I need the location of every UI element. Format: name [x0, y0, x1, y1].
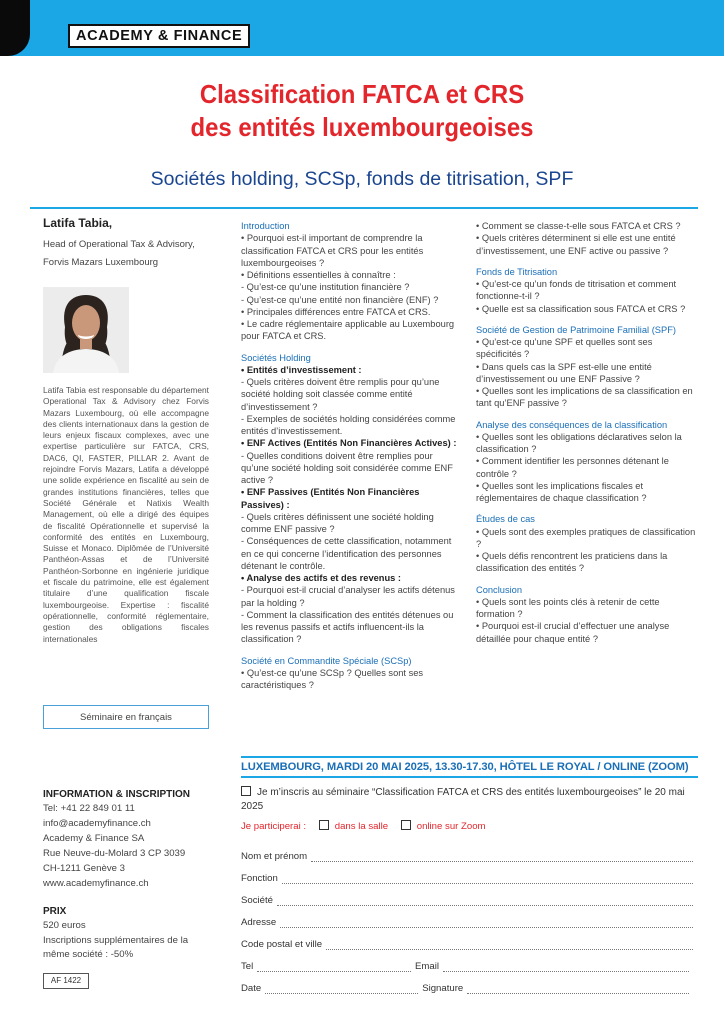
intro-item: • Principales différences entre FATCA et CRS. — [241, 306, 431, 317]
titrisation-item: • Qu’est-ce qu’un fonds de titrisation et comment fonctionne-t-il ? — [476, 279, 677, 302]
info-company: Academy & Finance SA — [43, 833, 145, 844]
price-value: 520 euros — [43, 920, 86, 931]
analyse-item: • Quelles sont les obligations déclaratives selon la classification ? — [476, 431, 682, 454]
holding-item: - Exemples de sociétés holding considérées comme entités d’investissement. — [241, 413, 456, 436]
speaker-name: Latifa Tabia, — [43, 216, 113, 230]
holding-item: - Conséquences de cette classification, notamment en ce qui concerne l’identification des personnes détenant le contrôle. — [241, 536, 452, 571]
function-field[interactable] — [241, 873, 693, 884]
seminar-language-label: Séminaire en français — [80, 711, 172, 723]
date-signature-fields[interactable] — [241, 983, 693, 994]
title-line-1: Classification FATCA et CRS — [199, 79, 525, 109]
program-column-1 — [241, 220, 463, 691]
holding-subheading: • ENF Actives (Entités Non Financières Actives) : — [241, 438, 457, 449]
intro-item: • Le cadre réglementaire applicable au Luxembourg pour FATCA et CRS. — [241, 319, 455, 342]
info-city: CH-1211 Genève 3 — [43, 863, 125, 874]
holding-item: - Quels critères doivent être remplis pour qu’une société holding soit classée comme entité d’investissement ? — [241, 377, 440, 412]
divider — [241, 776, 698, 778]
analyse-item: • Quelles sont les implications fiscales et réglementaires de chaque classification ? — [476, 480, 647, 503]
postal-field[interactable] — [241, 939, 693, 950]
seminar-language-badge — [43, 705, 209, 729]
postal-label: Code postal et ville — [241, 939, 323, 950]
tel-email-fields[interactable] — [241, 961, 693, 972]
participation-options — [241, 820, 486, 832]
conclusion-item: • Quels sont les points clés à retenir de cette formation ? — [476, 596, 660, 619]
intro-item: - Qu’est-ce qu’une entité non financière (ENF) ? — [241, 294, 439, 305]
price-heading: PRIX — [43, 906, 67, 917]
scsp-item: • Qu’est-ce qu’une SCSp ? Quelles sont ses caractéristiques ? — [241, 667, 424, 690]
company-label: Société — [241, 895, 273, 906]
signature-label: Signature — [422, 983, 464, 994]
info-tel: Tel: +41 22 849 01 11 — [43, 803, 135, 814]
title-line-2: des entités luxembourgeoises — [190, 112, 534, 142]
room-checkbox[interactable] — [319, 820, 329, 830]
date-label: Date — [241, 983, 262, 994]
section-heading-analyse: Analyse des conséquences de la classification — [476, 419, 668, 430]
room-option-label: dans la salle — [334, 821, 389, 832]
program-column-2 — [476, 220, 698, 645]
speaker-company: Forvis Mazars Luxembourg — [43, 257, 159, 268]
section-heading-titrisation: Fonds de Titrisation — [476, 266, 558, 277]
cas-item: • Quels sont des exemples pratiques de classification ? — [476, 526, 696, 549]
register-checkbox[interactable] — [241, 786, 251, 796]
spf-item: • Quelles sont les implications de sa classification en tant qu’ENF passive ? — [476, 386, 693, 409]
online-checkbox[interactable] — [401, 820, 411, 830]
speaker-photo — [43, 287, 129, 373]
section-heading-holding: Sociétés Holding — [241, 352, 311, 363]
section-heading-scsp: Société en Commandite Spéciale (SCSp) — [241, 655, 412, 666]
titrisation-item: • Quelle est sa classification sous FATCA et CRS ? — [476, 303, 686, 314]
spf-item: • Dans quels cas la SPF est-elle une entité d’investissement ou une ENF Passive ? — [476, 361, 652, 384]
participate-label: Je participerai : — [241, 821, 307, 832]
holding-item: - Comment la classification des entités détenues ou les revenus passifs et actifs influencent-ils la classification ? — [241, 609, 454, 645]
price-extra: même société : -50% — [43, 949, 134, 960]
section-heading-spf: Société de Gestion de Patrimoine Familial (SPF) — [476, 324, 676, 335]
speaker-role: Head of Operational Tax & Advisory, — [43, 239, 195, 250]
scsp-item: • Comment se classe-t-elle sous FATCA et CRS ? — [476, 221, 681, 231]
info-heading: INFORMATION & INSCRIPTION — [43, 789, 191, 800]
holding-item: - Quelles conditions doivent être remplies pour qu’une société holding soit considérée comme ENF active ? — [241, 450, 453, 485]
company-field[interactable] — [241, 895, 693, 906]
section-heading-cas: Études de cas — [476, 514, 535, 525]
reference-code: AF 1422 — [43, 973, 89, 989]
brand-logo: ACADEMY & FINANCE — [68, 24, 250, 48]
section-heading-introduction: Introduction — [241, 221, 290, 231]
register-option[interactable] — [241, 786, 698, 814]
holding-item: - Pourquoi est-il crucial d’analyser les actifs détenus par la holding ? — [241, 585, 455, 608]
event-details: LUXEMBOURG, MARDI 20 MAI 2025, 13.30-17.30, HÔTEL LE ROYAL / ONLINE (ZOOM) — [241, 761, 689, 773]
holding-item: - Quels critères définissent une société holding comme ENF passive ? — [241, 511, 434, 534]
address-field[interactable] — [241, 917, 693, 928]
price-extra: Inscriptions supplémentaires de la — [43, 935, 189, 946]
spf-item: • Qu’est-ce qu’une SPF et quelles sont ses spécificités ? — [476, 337, 653, 360]
holding-subheading: • Entités d’investissement : — [241, 364, 362, 375]
intro-item: • Définitions essentielles à connaître : — [241, 270, 396, 280]
name-field[interactable] — [241, 851, 693, 862]
page-subtitle: Sociétés holding, SCSp, fonds de titrisation, SPF — [150, 168, 574, 190]
analyse-item: • Comment identifier les personnes détenant le contrôle ? — [476, 456, 669, 479]
register-label: Je m’inscris au séminaire “Classification FATCA et CRS des entités luxembourgeoises” le 20 mai 2025 — [241, 787, 685, 812]
divider — [30, 207, 698, 209]
scsp-item: • Quels critères déterminent si elle est une entité d’investissement, une ENF active ou passive ? — [476, 233, 676, 256]
info-street: Rue Neuve-du-Molard 3 CP 3039 — [43, 848, 186, 859]
name-label: Nom et prénom — [241, 851, 308, 862]
page-title — [29, 78, 695, 144]
cas-item: • Quels défis rencontrent les praticiens dans la classification des entités ? — [476, 551, 668, 574]
address-label: Adresse — [241, 917, 277, 928]
info-website[interactable]: www.academyfinance.ch — [43, 878, 149, 889]
holding-subheading: • ENF Passives (Entités Non Financières Passives) : — [241, 487, 420, 510]
tel-label: Tel — [241, 961, 254, 972]
info-email[interactable]: info@academyfinance.ch — [43, 818, 151, 829]
online-option-label: online sur Zoom — [416, 821, 486, 832]
divider — [241, 756, 698, 758]
intro-item: • Pourquoi est-il important de comprendre la classification FATCA et CRS pour les entités luxembourgeoises ? — [241, 233, 424, 268]
speaker-bio: Latifa Tabia est responsable du département Operational Tax & Advisory chez Forvis Mazars Luxembourg, où elle accompagne des clients internationaux dans la gestion de leurs enjeux fiscaux complexes, avec une expertise particulière sur FATCA, CRS, DAC6, QI, FASTER, PILLAR 2. Avant de rejoindre Forvis Mazars, Latifa a développé une solide expérience en fiscalité au sein de grandes institutions financières, telles que Société Générale et Natixis Wealth Management, où elle a dirigé des équipes de fiscalité Opérationnelle et supervisé la conformité des entités en Luxembourg, Suisse et Monaco. Diplômée de l’Université Panthéon-Assas et de l’Université Panthéon-Sorbonne en ingénierie juridique et fiscale du patrimoine, elle est également titulaire d’une qualification fiscale luxembourgeoise. Expertise : fiscalité opérationnelle, conformité réglementaire, gestion des obligations fiscales internationales — [43, 385, 209, 644]
email-label: Email — [415, 961, 440, 972]
section-heading-conclusion: Conclusion — [476, 584, 522, 595]
function-label: Fonction — [241, 873, 278, 884]
holding-subheading: • Analyse des actifs et des revenus : — [241, 573, 401, 583]
intro-item: - Qu’est-ce qu’une institution financière ? — [241, 282, 410, 293]
conclusion-item: • Pourquoi est-il crucial d’effectuer une analyse détaillée pour chaque entité ? — [476, 621, 670, 644]
